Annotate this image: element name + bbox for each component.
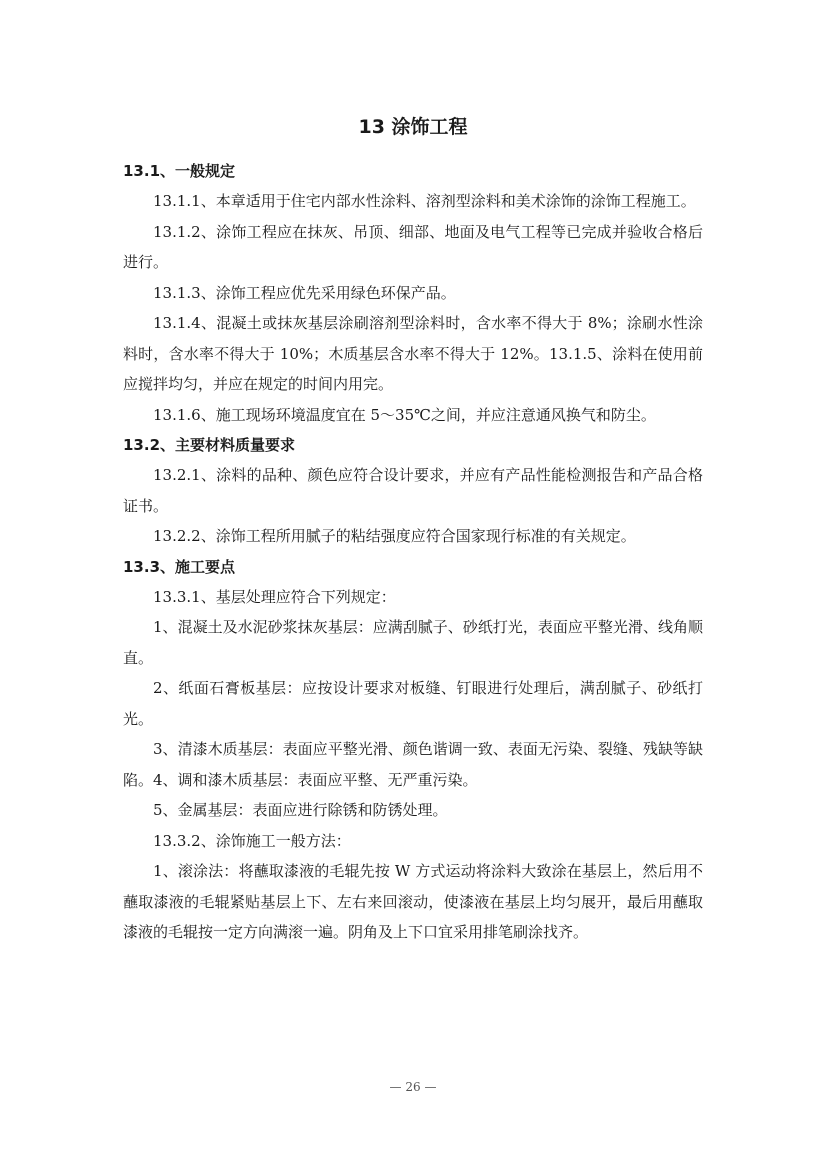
section-heading: 13.2、主要材料质量要求 <box>123 436 296 454</box>
section-construction-points <box>123 552 703 948</box>
section-heading: 13.1、一般规定 <box>123 162 236 180</box>
section-heading: 13.3、施工要点 <box>123 557 236 576</box>
paragraph: 13.1.4、混凝土或抹灰基层涂刷溶剂型涂料时，含水率不得大于 8%；涂刷水性涂料时，含水率不得大于 10%；木质基层含水率不得大于 12%。13.1.5、涂料在使用前应搅拌均匀，并应在规定的时间内用完。 <box>123 314 703 393</box>
paragraph: 13.1.3、涂饰工程应优先采用绿色环保产品。 <box>153 283 456 302</box>
page-number: — 26 — <box>389 1080 437 1094</box>
document-body <box>123 112 703 948</box>
paragraph: 13.1.2、涂饰工程应在抹灰、吊顶、细部、地面及电气工程等已完成并验收合格后进行。 <box>123 222 703 271</box>
paragraph: 1、滚涂法：将蘸取漆液的毛辊先按 W 方式运动将涂料大致涂在基层上，然后用不蘸取漆液的毛辊紧贴基层上下、左右来回滚动，使漆液在基层上均匀展开，最后用蘸取漆液的毛辊按一定方向满滚一遍。阴角及上下口宜采用排笔刷涂找齐。 <box>123 862 703 941</box>
section-general-provisions <box>123 156 703 430</box>
paragraph: 13.1.6、施工现场环境温度宜在 5～35℃之间，并应注意通风换气和防尘。 <box>153 405 656 424</box>
paragraph: 1、混凝土及水泥砂浆抹灰基层：应满刮腻子、砂纸打光，表面应平整光滑、线角顺直。 <box>123 618 703 667</box>
paragraph: 5、金属基层：表面应进行除锈和防锈处理。 <box>153 801 448 819</box>
chapter-title: 13 涂饰工程 <box>358 116 468 138</box>
section-material-requirements <box>123 430 703 552</box>
paragraph: 13.3.2、涂饰施工一般方法： <box>153 831 351 850</box>
paragraph: 2、纸面石膏板基层：应按设计要求对板缝、钉眼进行处理后，满刮腻子、砂纸打光。 <box>123 679 703 728</box>
paragraph: 3、清漆木质基层：表面应平整光滑、颜色谐调一致、表面无污染、裂缝、残缺等缺陷。4、调和漆木质基层：表面应平整、无严重污染。 <box>123 740 703 789</box>
paragraph: 13.2.2、涂饰工程所用腻子的粘结强度应符合国家现行标准的有关规定。 <box>153 527 636 545</box>
paragraph: 13.2.1、涂料的品种、颜色应符合设计要求，并应有产品性能检测报告和产品合格证书。 <box>123 466 703 515</box>
paragraph: 13.3.1、基层处理应符合下列规定： <box>153 587 396 606</box>
paragraph: 13.1.1、本章适用于住宅内部水性涂料、溶剂型涂料和美术涂饰的涂饰工程施工。 <box>153 192 696 210</box>
